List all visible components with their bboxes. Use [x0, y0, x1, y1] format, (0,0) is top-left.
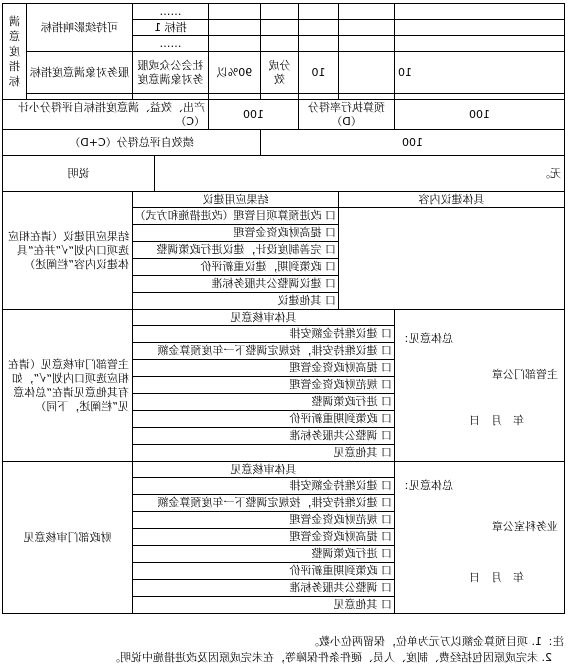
score-c-value: 100 — [209, 100, 299, 130]
dept-date: 年 月 日 — [469, 413, 524, 427]
indicator-name: 指标 1 — [133, 20, 209, 36]
score-value: 10 — [395, 52, 565, 94]
explanation-label: 说明 — [3, 156, 155, 192]
footnote-2: 2. 未完成原因包括经费、制度、人员、硬件条件保障等，在未完成原因及改进措施中说明。 — [109, 651, 552, 664]
dept-checkbox[interactable]: 口 进行政策调整 — [133, 394, 394, 411]
finance-checkbox[interactable]: 口 政策到期重新评价 — [133, 563, 394, 580]
suggestion-checkbox[interactable]: 口 改进预算项目管理（改进措施和方式） — [133, 208, 338, 225]
footnotes — [4, 634, 564, 666]
dept-checkbox[interactable]: 口 提高财政资金管理 — [133, 360, 394, 377]
dept-options-list — [133, 326, 395, 462]
suggestion-checkbox[interactable]: 口 政策到期，建议重新评价 — [133, 259, 338, 276]
finance-date: 年 月 日 — [469, 570, 524, 584]
finance-checkbox[interactable]: 口 提高财政资金管理 — [133, 529, 394, 546]
finance-seal-label: 业务科室公章 — [492, 519, 558, 533]
target-unit: 分成效 — [261, 52, 299, 94]
dept-checkbox[interactable]: 口 建议维持安排，按规定调整下一年度预算金额 — [133, 343, 394, 360]
budget-execution-label: 预算执行率得分（D） — [299, 100, 395, 130]
dept-checkbox[interactable]: 口 调整公共服务标准 — [133, 428, 394, 445]
suggestion-options-header: 结果应用建议 — [133, 192, 339, 208]
finance-overall-opinion[interactable] — [395, 462, 565, 614]
total-score-value: 100 — [261, 130, 565, 156]
finance-review-header: 具体审核意见 — [133, 462, 395, 478]
dept-checkbox[interactable]: 口 其他意见 — [333, 446, 392, 459]
explanation-value: 无。 — [155, 156, 565, 192]
score-value: 10 — [299, 52, 339, 94]
dept-overall-label: 总体意见： — [398, 331, 453, 345]
suggestion-content-field[interactable] — [339, 208, 565, 310]
dept-checkbox[interactable]: 口 规范财政资金管理 — [133, 377, 394, 394]
suggestion-checkbox[interactable]: 口 提高财政资金管理 — [133, 225, 338, 242]
suggestion-content-header: 具体建议内容 — [339, 192, 565, 208]
satisfaction-group-label: 满意度指标 — [3, 4, 27, 100]
subtotal-label: 产出、效益、满意度指标自评得分小计（C） — [3, 100, 209, 130]
effect-column-label: 可持续影响指标 — [27, 4, 133, 52]
target-value: 90%以 — [209, 52, 261, 94]
finance-options-list — [133, 478, 395, 614]
dept-checkbox[interactable]: 口 政策到期重新评价 — [133, 411, 394, 428]
finance-overall-label: 总体意见： — [398, 478, 453, 492]
dept-seal-label: 主管部门公章 — [492, 367, 558, 381]
evaluation-table — [2, 3, 565, 614]
satisfaction-indicator-label: 服务对象满意度指标 — [27, 52, 133, 94]
finance-checkbox[interactable]: 口 调整公共服务标准 — [133, 580, 394, 597]
footnote-1: 注：1. 项目预算金额以万元为单位，保留两位小数。 — [308, 635, 564, 648]
indicator-description: 社会公众或服务对象满意度 — [133, 52, 209, 94]
dept-review-header: 具体审核意见 — [133, 310, 395, 326]
suggestion-options-list — [133, 208, 339, 310]
dept-overall-opinion[interactable] — [395, 310, 565, 462]
finance-review-label: 财政部门审核意见 — [3, 462, 133, 614]
suggestion-checkbox[interactable]: 口 建议调整公共服务标准 — [133, 276, 338, 293]
result-application-label: 结果应用建议（请在相应选项口内划“√”并在“具体建议内容”栏阐述） — [3, 192, 133, 310]
dots-cell: …… — [133, 36, 209, 52]
dots-cell: …… — [133, 4, 209, 20]
dept-checkbox[interactable]: 口 建议维持金额安排 — [133, 326, 394, 343]
finance-checkbox[interactable]: 口 进行政策调整 — [133, 546, 394, 563]
finance-checkbox[interactable]: 口 建议维持金额安排 — [133, 478, 394, 495]
score-d-value: 100 — [395, 100, 565, 130]
finance-checkbox[interactable]: 口 规范财政资金管理 — [133, 512, 394, 529]
total-score-label: 绩效自评总得分（C+D） — [3, 130, 261, 156]
suggestion-checkbox[interactable]: 口 完善制度设计，建议进行政策调整 — [133, 242, 338, 259]
finance-checkbox[interactable]: 口 建议维持安排，按规定调整下一年度预算金额 — [133, 495, 394, 512]
suggestion-checkbox[interactable]: 口 其他建议 — [277, 294, 336, 307]
dept-review-label: 主管部门审核意见（请在相应选项口内划“√”，如有其他意见请在“总体意见”栏阐述，下同） — [3, 310, 133, 462]
finance-checkbox[interactable]: 口 其他意见 — [333, 598, 392, 611]
